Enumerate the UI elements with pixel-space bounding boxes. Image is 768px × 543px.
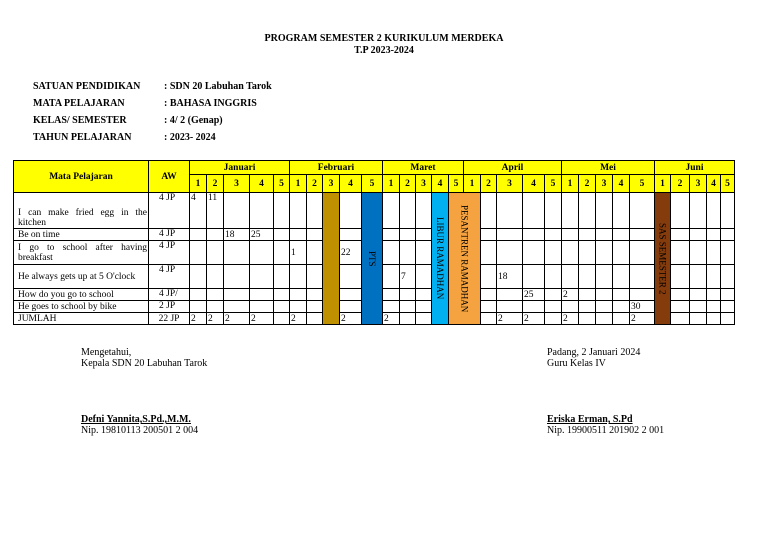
month-header: Mei <box>562 161 655 175</box>
signature-name: Defni Yannita,S.Pd.,M.M. <box>81 414 191 425</box>
total-cell: 2 <box>224 313 250 325</box>
week-cell <box>690 193 707 229</box>
week-cell <box>383 193 400 229</box>
week-header: 3 <box>416 175 432 193</box>
week-cell <box>690 265 707 289</box>
month-header: April <box>464 161 562 175</box>
week-cell <box>290 265 307 289</box>
total-cell <box>721 313 735 325</box>
week-cell <box>523 241 545 265</box>
week-cell <box>545 265 562 289</box>
info-value: : 2023- 2024 <box>164 132 216 143</box>
week-cell <box>707 229 721 241</box>
week-cell <box>545 229 562 241</box>
week-cell <box>207 229 224 241</box>
week-cell <box>596 229 613 241</box>
pts-block <box>362 193 383 325</box>
week-cell <box>481 241 497 265</box>
total-label: JUMLAH <box>14 313 149 325</box>
month-header: Januari <box>190 161 290 175</box>
signature-nip: Nip. 19810113 200501 2 004 <box>81 425 199 436</box>
week-header: 5 <box>630 175 655 193</box>
week-cell <box>207 265 224 289</box>
month-header: Maret <box>383 161 464 175</box>
week-header: 5 <box>721 175 735 193</box>
total-cell <box>416 313 432 325</box>
week-cell <box>416 229 432 241</box>
week-cell <box>707 241 721 265</box>
week-cell <box>400 229 416 241</box>
week-cell <box>596 289 613 301</box>
sas-label: SAS SEMESTER 2 <box>657 222 668 295</box>
week-cell <box>523 193 545 229</box>
signature-role: Kepala SDN 20 Labuhan Tarok <box>81 358 208 369</box>
total-cell: 2 <box>290 313 307 325</box>
week-header: 1 <box>464 175 481 193</box>
week-cell <box>481 289 497 301</box>
info-label: KELAS/ SEMESTER <box>33 115 127 126</box>
week-cell: 22 <box>340 241 362 265</box>
total-cell: 2 <box>207 313 224 325</box>
week-cell <box>481 301 497 313</box>
week-cell <box>630 289 655 301</box>
week-cell <box>307 229 323 241</box>
month-header: Februari <box>290 161 383 175</box>
week-cell <box>250 265 274 289</box>
week-cell <box>383 229 400 241</box>
week-cell <box>274 193 290 229</box>
week-cell <box>596 241 613 265</box>
week-cell <box>207 241 224 265</box>
week-cell <box>416 193 432 229</box>
week-cell <box>383 289 400 301</box>
week-cell <box>707 289 721 301</box>
libur-block <box>432 193 449 325</box>
week-header: 5 <box>545 175 562 193</box>
week-cell <box>250 241 274 265</box>
week-header: 2 <box>307 175 323 193</box>
week-cell <box>250 193 274 229</box>
week-cell <box>481 193 497 229</box>
week-cell <box>721 265 735 289</box>
aw-cell: 4 JP <box>149 193 190 229</box>
week-cell <box>340 229 362 241</box>
total-cell <box>596 313 613 325</box>
week-header: 1 <box>562 175 579 193</box>
principal-signature <box>81 347 207 436</box>
total-cell: 2 <box>190 313 207 325</box>
week-cell <box>562 265 579 289</box>
week-cell <box>579 289 596 301</box>
total-aw: 22 JP <box>149 313 190 325</box>
week-cell <box>630 241 655 265</box>
week-cell <box>400 241 416 265</box>
week-cell <box>250 289 274 301</box>
total-cell <box>707 313 721 325</box>
week-cell <box>613 265 630 289</box>
aw-cell: 4 JP/ <box>149 289 190 301</box>
week-header: 1 <box>290 175 307 193</box>
week-cell: 18 <box>224 229 250 241</box>
week-cell <box>290 193 307 229</box>
week-cell <box>190 265 207 289</box>
week-header: 1 <box>190 175 207 193</box>
topic-cell: Be on time <box>14 229 149 241</box>
document-title: PROGRAM SEMESTER 2 KURIKULUM MERDEKA <box>264 33 504 44</box>
week-cell <box>596 193 613 229</box>
total-cell <box>307 313 323 325</box>
week-cell <box>340 289 362 301</box>
week-cell <box>613 241 630 265</box>
academic-year: T.P 2023-2024 <box>354 45 414 56</box>
week-cell: 25 <box>250 229 274 241</box>
week-cell <box>562 193 579 229</box>
week-cell <box>579 193 596 229</box>
week-cell <box>613 289 630 301</box>
week-cell <box>250 301 274 313</box>
week-cell <box>579 265 596 289</box>
week-cell <box>274 265 290 289</box>
week-cell <box>290 229 307 241</box>
signature-place-date: Padang, 2 Januari 2024 <box>547 347 641 358</box>
feb3-block <box>323 193 340 325</box>
week-cell <box>274 301 290 313</box>
topic-cell: How do you go to school <box>14 289 149 301</box>
week-cell <box>290 289 307 301</box>
week-cell <box>545 289 562 301</box>
week-cell <box>545 301 562 313</box>
week-header: 2 <box>481 175 497 193</box>
week-cell <box>596 301 613 313</box>
week-cell <box>340 265 362 289</box>
week-header: 3 <box>690 175 707 193</box>
week-cell <box>400 301 416 313</box>
week-cell <box>416 241 432 265</box>
week-header: 4 <box>340 175 362 193</box>
week-header: 5 <box>274 175 290 193</box>
week-cell <box>579 241 596 265</box>
week-cell <box>416 289 432 301</box>
sas-block <box>655 193 671 325</box>
week-cell <box>523 229 545 241</box>
month-header: Juni <box>655 161 735 175</box>
week-cell <box>562 301 579 313</box>
aw-cell: 4 JP <box>149 229 190 241</box>
week-cell <box>190 241 207 265</box>
aw-cell: 4 JP <box>149 241 190 265</box>
week-header: 1 <box>655 175 671 193</box>
week-cell <box>340 193 362 229</box>
week-cell <box>383 241 400 265</box>
week-cell <box>307 265 323 289</box>
signature-greeting: Mengetahui, <box>81 347 132 358</box>
total-cell <box>481 313 497 325</box>
total-cell <box>274 313 290 325</box>
week-cell <box>207 301 224 313</box>
pts-label: PTS <box>367 250 377 267</box>
total-cell <box>690 313 707 325</box>
week-cell <box>190 229 207 241</box>
week-header: 2 <box>400 175 416 193</box>
week-cell: 18 <box>497 265 523 289</box>
signature-nip: Nip. 19900511 201902 2 001 <box>547 425 665 436</box>
week-cell <box>579 229 596 241</box>
topic-cell: I go to school after having breakfast <box>14 241 149 265</box>
week-header: 4 <box>250 175 274 193</box>
school-info <box>33 78 272 146</box>
total-cell: 2 <box>383 313 400 325</box>
week-cell <box>671 265 690 289</box>
week-cell: 11 <box>207 193 224 229</box>
week-header: 1 <box>383 175 400 193</box>
week-cell <box>690 241 707 265</box>
week-cell <box>400 289 416 301</box>
week-cell <box>481 265 497 289</box>
week-cell <box>224 265 250 289</box>
week-cell: 7 <box>400 265 416 289</box>
total-cell <box>579 313 596 325</box>
topic-cell: He goes to school by bike <box>14 301 149 313</box>
week-cell <box>579 301 596 313</box>
week-cell <box>274 229 290 241</box>
week-cell <box>613 301 630 313</box>
total-cell <box>545 313 562 325</box>
semester-schedule-table <box>13 160 735 325</box>
total-cell: 2 <box>340 313 362 325</box>
week-cell <box>613 193 630 229</box>
week-cell <box>613 229 630 241</box>
total-cell <box>400 313 416 325</box>
week-cell <box>671 229 690 241</box>
total-cell: 2 <box>497 313 523 325</box>
total-cell: 2 <box>523 313 545 325</box>
week-cell <box>523 265 545 289</box>
week-cell <box>190 301 207 313</box>
pesantren-label: PESANTREN RAMADHAN <box>459 204 470 313</box>
topic-cell: I can make fried egg in the kitchen <box>14 193 149 229</box>
week-cell <box>383 301 400 313</box>
week-cell <box>400 193 416 229</box>
week-cell <box>497 193 523 229</box>
week-cell <box>207 289 224 301</box>
week-cell <box>671 289 690 301</box>
week-cell <box>190 289 207 301</box>
info-value: : SDN 20 Labuhan Tarok <box>164 81 272 92</box>
week-cell <box>630 229 655 241</box>
week-cell <box>307 301 323 313</box>
week-header: 2 <box>579 175 596 193</box>
week-header: 4 <box>613 175 630 193</box>
week-header: 2 <box>207 175 224 193</box>
total-cell <box>671 313 690 325</box>
week-cell <box>721 193 735 229</box>
libur-label: LIBUR RAMADHAN <box>435 217 445 300</box>
column-header-aw: AW <box>149 161 190 193</box>
info-value: : BAHASA INGGRIS <box>164 98 257 109</box>
info-label: SATUAN PENDIDIKAN <box>33 81 141 92</box>
week-header: 3 <box>323 175 340 193</box>
week-cell <box>307 193 323 229</box>
aw-cell: 4 JP <box>149 265 190 289</box>
total-cell: 2 <box>562 313 579 325</box>
week-header: 3 <box>497 175 523 193</box>
week-cell <box>383 265 400 289</box>
week-cell <box>596 265 613 289</box>
week-cell <box>340 301 362 313</box>
week-header: 3 <box>224 175 250 193</box>
info-label: TAHUN PELAJARAN <box>33 132 132 143</box>
week-cell <box>497 301 523 313</box>
week-cell <box>497 229 523 241</box>
week-cell <box>690 301 707 313</box>
week-cell <box>497 289 523 301</box>
week-cell: 25 <box>523 289 545 301</box>
week-cell <box>290 301 307 313</box>
week-header: 4 <box>432 175 449 193</box>
info-value: : 4/ 2 (Genap) <box>164 115 223 126</box>
week-cell <box>707 301 721 313</box>
week-cell <box>721 241 735 265</box>
week-cell <box>707 193 721 229</box>
week-cell <box>671 301 690 313</box>
signature-role: Guru Kelas IV <box>547 358 606 369</box>
total-cell <box>613 313 630 325</box>
week-cell: 2 <box>562 289 579 301</box>
week-cell <box>545 241 562 265</box>
week-cell <box>224 289 250 301</box>
week-cell: 4 <box>190 193 207 229</box>
week-cell <box>274 241 290 265</box>
week-cell <box>224 193 250 229</box>
week-cell <box>671 241 690 265</box>
week-cell <box>416 265 432 289</box>
week-header: 2 <box>671 175 690 193</box>
week-cell <box>630 193 655 229</box>
week-cell <box>497 241 523 265</box>
week-cell <box>416 301 432 313</box>
week-cell: 30 <box>630 301 655 313</box>
week-cell <box>721 229 735 241</box>
week-header: 3 <box>596 175 613 193</box>
total-cell: 2 <box>630 313 655 325</box>
week-cell <box>690 229 707 241</box>
week-cell <box>545 193 562 229</box>
pesantren-block <box>449 193 481 325</box>
week-cell <box>274 289 290 301</box>
week-header: 4 <box>523 175 545 193</box>
week-cell <box>671 193 690 229</box>
column-header-subject: Mata Pelajaran <box>14 161 149 193</box>
teacher-signature <box>547 347 664 436</box>
week-header: 5 <box>362 175 383 193</box>
week-cell <box>562 241 579 265</box>
week-cell <box>523 301 545 313</box>
week-cell <box>224 241 250 265</box>
week-cell <box>307 241 323 265</box>
week-cell <box>721 301 735 313</box>
aw-cell: 2 JP <box>149 301 190 313</box>
total-cell: 2 <box>250 313 274 325</box>
week-cell <box>630 265 655 289</box>
week-header: 4 <box>707 175 721 193</box>
week-header: 5 <box>449 175 464 193</box>
info-label: MATA PELAJARAN <box>33 98 125 109</box>
week-cell <box>481 229 497 241</box>
week-cell <box>562 229 579 241</box>
week-cell <box>307 289 323 301</box>
signature-name: Eriska Erman, S.Pd <box>547 414 633 425</box>
week-cell <box>224 301 250 313</box>
week-cell <box>690 289 707 301</box>
week-cell <box>721 289 735 301</box>
week-cell <box>707 265 721 289</box>
topic-cell: He always gets up at 5 O'clock <box>14 265 149 289</box>
week-cell: 1 <box>290 241 307 265</box>
